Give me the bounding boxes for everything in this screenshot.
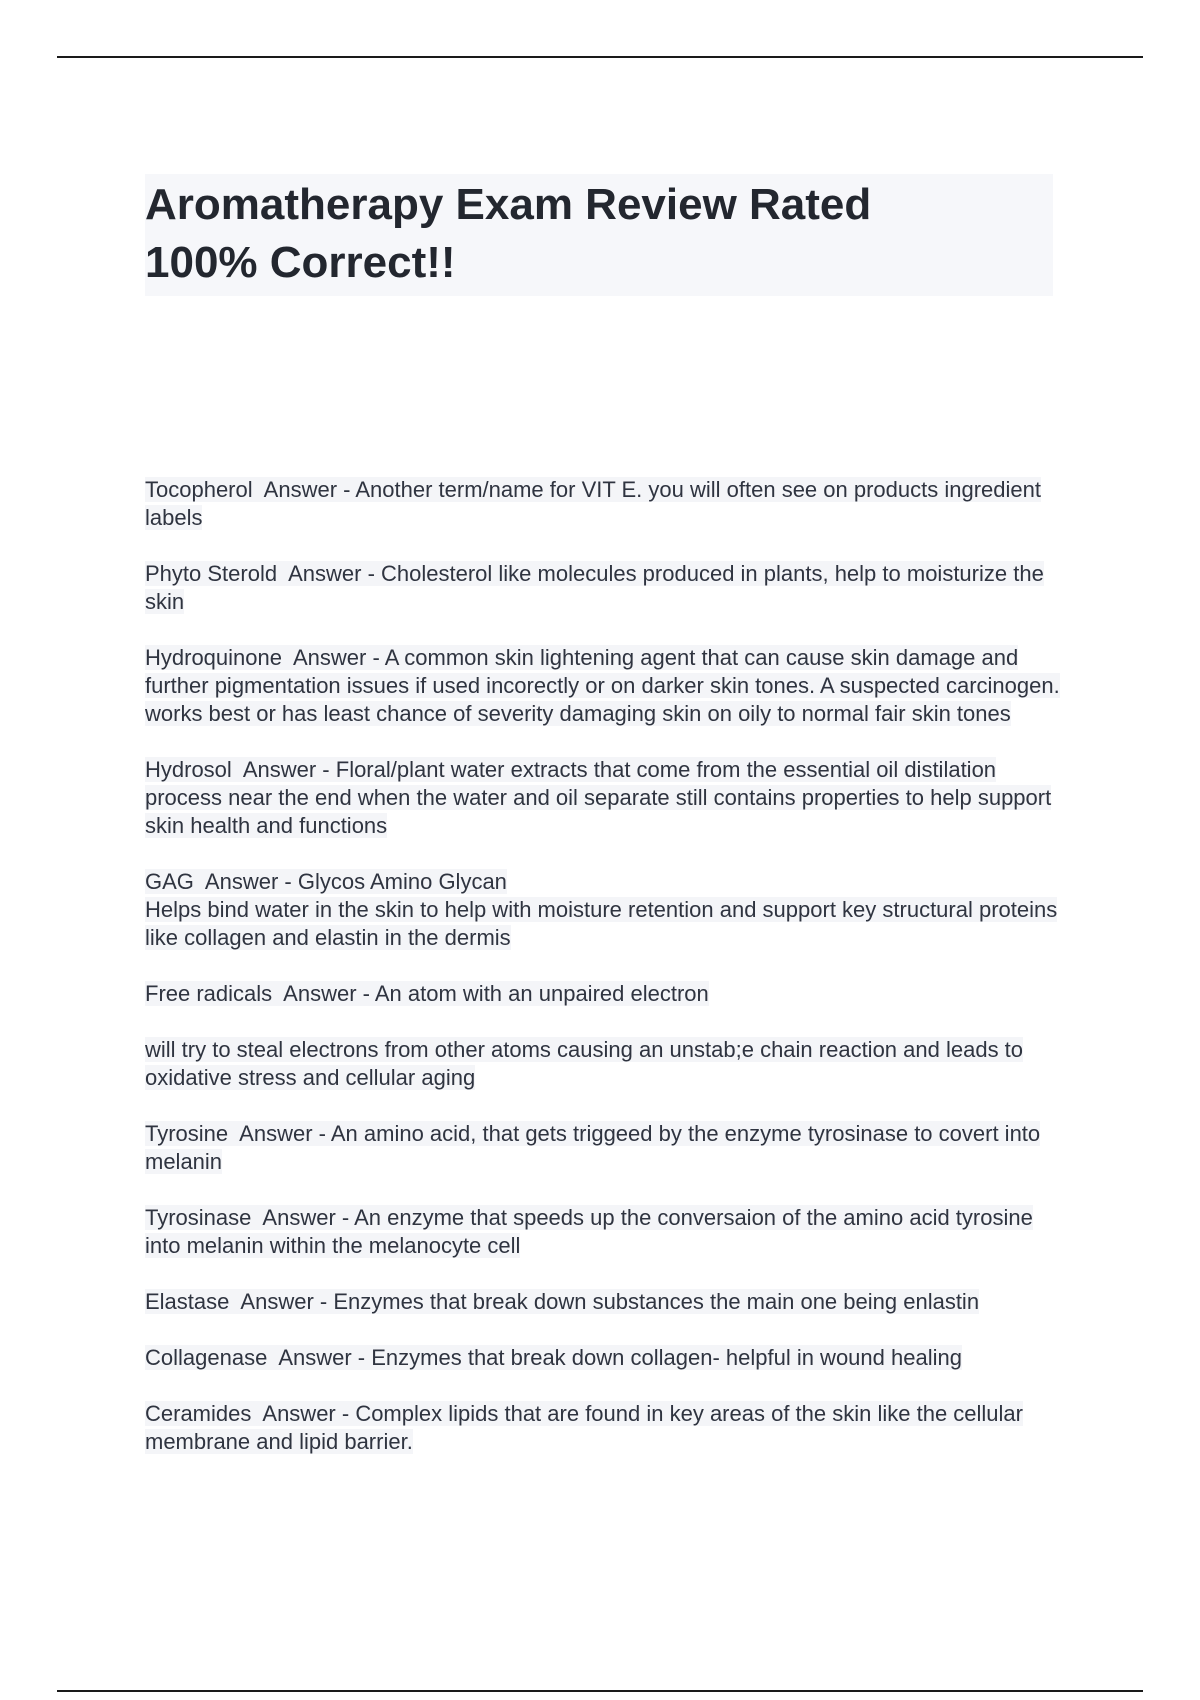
- qa-entry: [145, 644, 1060, 728]
- entry-extra-line: Helps bind water in the skin to help with moisture retention and support key structural proteins like collagen and elastin in the dermis: [145, 897, 1058, 950]
- qa-entry: [145, 756, 1060, 840]
- entry-term: Tyrosinase: [145, 1205, 252, 1230]
- title-block: [145, 174, 1053, 296]
- top-rule: [57, 56, 1143, 58]
- entry-answer-label: Answer -: [239, 1121, 326, 1146]
- entry-definition: Enzymes that break down collagen- helpful in wound healing: [371, 1345, 962, 1370]
- entry-answer-label: Answer -: [283, 981, 370, 1006]
- document-title: Aromatherapy Exam Review Rated 100% Correct!!: [145, 180, 872, 287]
- entry-definition: Enzymes that break down substances the main one being enlastin: [333, 1289, 980, 1314]
- entry-extra-text: [145, 1036, 1060, 1092]
- entry-answer-label: Answer -: [240, 1289, 328, 1314]
- qa-entry: [145, 1120, 1060, 1176]
- qa-entry: [145, 868, 1060, 952]
- qa-entry: [145, 1344, 1060, 1372]
- qa-entry: [145, 560, 1060, 616]
- entry-term: Collagenase: [145, 1345, 268, 1370]
- entry-answer-label: Answer -: [278, 1345, 366, 1370]
- entry-definition: Complex lipids that are found in key areas of the skin like the cellular membrane and lipid barrier.: [145, 1401, 1023, 1454]
- entry-definition: An enzyme that speeds up the conversaion of the amino acid tyrosine into melanin within the melanocyte cell: [145, 1205, 1033, 1258]
- entry-term: Tocopherol: [145, 477, 253, 502]
- entry-term: Free radicals: [145, 981, 273, 1006]
- entry-answer-label: Answer -: [204, 869, 292, 894]
- entry-term: Hydroquinone: [145, 645, 282, 670]
- entry-extra-text: [145, 896, 1060, 952]
- entry-answer-label: Answer -: [262, 1401, 350, 1426]
- entry-definition: An amino acid, that gets triggeed by the enzyme tyrosinase to covert into melanin: [145, 1121, 1041, 1174]
- entry-definition: A common skin lightening agent that can cause skin damage and further pigmentation issues if used incorectly or on darker skin tones. A suspected carcinogen. works best or has least chance of severity damaging skin on oily to normal fair skin tones: [145, 645, 1060, 726]
- entry-term: Ceramides: [145, 1401, 252, 1426]
- entry-answer-label: Answer -: [293, 645, 380, 670]
- entry-definition: Glycos Amino Glycan: [297, 869, 507, 894]
- entry-term: GAG: [145, 869, 194, 894]
- entry-term: Tyrosine: [145, 1121, 229, 1146]
- entry-answer-label: Answer -: [262, 1205, 350, 1230]
- entry-definition: Another term/name for VIT E. you will often see on products ingredient labels: [145, 477, 1041, 530]
- entry-extra-line: will try to steal electrons from other atoms causing an unstab;e chain reaction and leads to oxidative stress and cellular aging: [145, 1037, 1024, 1090]
- entry-definition: Floral/plant water extracts that come from the essential oil distilation process near the end when the water and oil separate still contains properties to help support skin health and functions: [145, 757, 1052, 838]
- entry-definition: Cholesterol like molecules produced in plants, help to moisturize the skin: [145, 561, 1044, 614]
- entry-term: Hydrosol: [145, 757, 232, 782]
- qa-entry: [145, 980, 1060, 1092]
- qa-entry: [145, 1204, 1060, 1260]
- bottom-rule: [57, 1690, 1143, 1692]
- qa-list: [145, 476, 1060, 1484]
- qa-entry: [145, 1288, 1060, 1316]
- entry-answer-label: Answer -: [288, 561, 375, 586]
- entry-term: Phyto Sterold: [145, 561, 278, 586]
- qa-entry: [145, 476, 1060, 532]
- entry-term: Elastase: [145, 1289, 230, 1314]
- entry-definition: An atom with an unpaired electron: [374, 981, 709, 1006]
- entry-answer-label: Answer -: [263, 477, 351, 502]
- qa-entry: [145, 1400, 1060, 1456]
- entry-answer-label: Answer -: [242, 757, 330, 782]
